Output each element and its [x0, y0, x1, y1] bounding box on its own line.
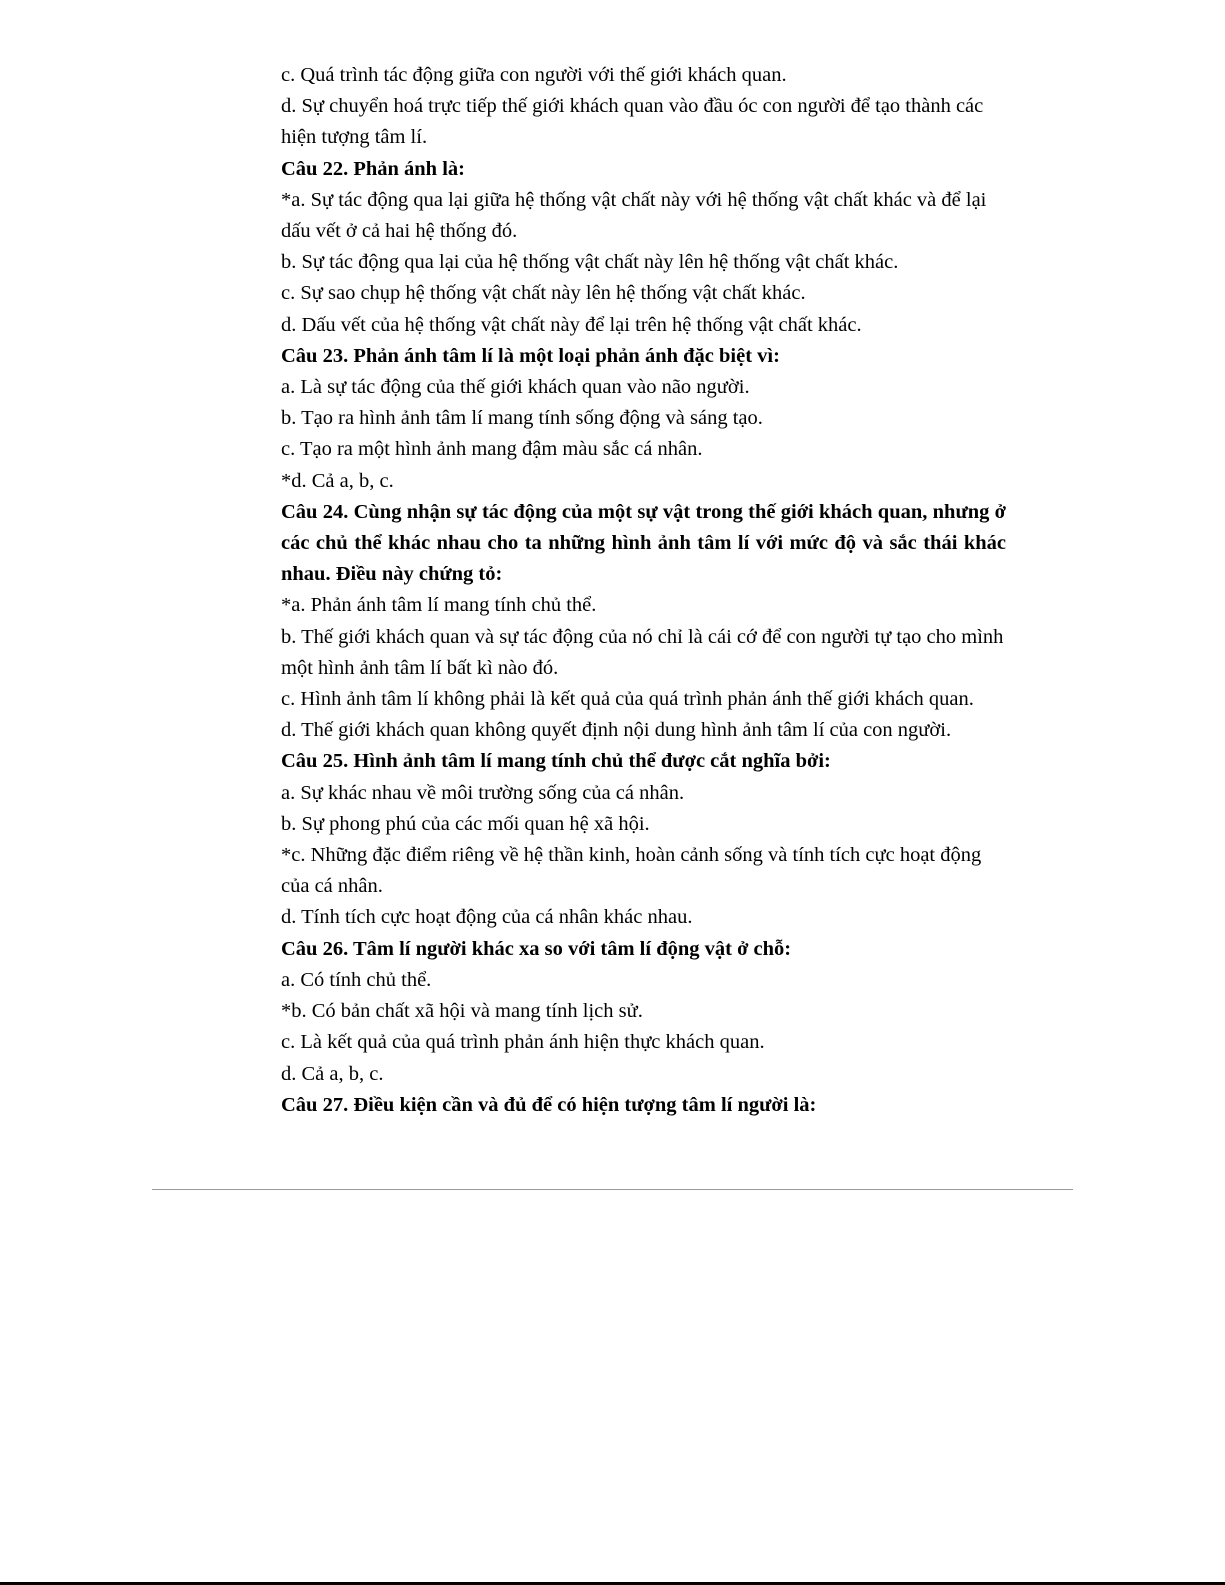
- question-heading-26: Câu 26. Tâm lí người khác xa so với tâm lí động vật ở chỗ:: [281, 937, 792, 960]
- answer-line: *a. Phản ánh tâm lí mang tính chủ thể.: [281, 594, 597, 617]
- answer-line: c. Sự sao chụp hệ thống vật chất này lên hệ thống vật chất khác.: [281, 282, 806, 305]
- question-heading-24: Câu 24. Cùng nhận sự tác động của một sự vật trong thế giới khách quan, nhưng ở các chủ thể khác nhau cho ta những hình ảnh tâm lí với mức độ và sắc thái khác nhau. Điều này chứng tỏ:: [281, 500, 1006, 586]
- answer-line: a. Là sự tác động của thế giới khách quan vào não người.: [281, 376, 750, 399]
- answer-line: c. Quá trình tác động giữa con người với thế giới khách quan.: [281, 64, 787, 86]
- answer-line: d. Sự chuyển hoá trực tiếp thế giới khách quan vào đầu óc con người để tạo thành các hiện tượng tâm lí.: [281, 95, 984, 149]
- answer-line: b. Tạo ra hình ảnh tâm lí mang tính sống động và sáng tạo.: [281, 407, 763, 430]
- answer-line: c. Hình ảnh tâm lí không phải là kết quả của quá trình phản ánh thế giới khách quan.: [281, 688, 974, 711]
- answer-line: *c. Những đặc điểm riêng về hệ thần kinh, hoàn cảnh sống và tính tích cực hoạt động của cá nhân.: [281, 844, 982, 898]
- answer-line: b. Sự tác động qua lại của hệ thống vật chất này lên hệ thống vật chất khác.: [281, 251, 899, 274]
- answer-line: *a. Sự tác động qua lại giữa hệ thống vật chất này với hệ thống vật chất khác và để lại dấu vết ở cả hai hệ thống đó.: [281, 188, 987, 243]
- answer-line: b. Sự phong phú của các mối quan hệ xã hội.: [281, 812, 650, 835]
- answer-line: d. Cả a, b, c.: [281, 1062, 384, 1085]
- question-heading-25: Câu 25. Hình ảnh tâm lí mang tính chủ thể được cắt nghĩa bởi:: [281, 750, 831, 773]
- question-heading-22: Câu 22. Phản ánh là:: [281, 157, 465, 180]
- document-page-text: [281, 60, 1006, 1121]
- answer-line: a. Có tính chủ thể.: [281, 968, 432, 991]
- answer-line: b. Thế giới khách quan và sự tác động của nó chỉ là cái cớ để con người tự tạo cho mình một hình ảnh tâm lí bất kì nào đó.: [281, 625, 1004, 679]
- answer-line: *d. Cả a, b, c.: [281, 469, 394, 492]
- answer-line: *b. Có bản chất xã hội và mang tính lịch sử.: [281, 1000, 643, 1023]
- question-heading-27: Câu 27. Điều kiện cần và đủ để có hiện tượng tâm lí người là:: [281, 1093, 817, 1116]
- answer-line: c. Tạo ra một hình ảnh mang đậm màu sắc cá nhân.: [281, 438, 703, 461]
- answer-line: d. Thế giới khách quan không quyết định nội dung hình ảnh tâm lí của con người.: [281, 719, 952, 742]
- answer-line: a. Sự khác nhau về môi trường sống của cá nhân.: [281, 781, 685, 804]
- question-heading-23: Câu 23. Phản ánh tâm lí là một loại phản ánh đặc biệt vì:: [281, 344, 780, 367]
- answer-line: d. Tính tích cực hoạt động của cá nhân khác nhau.: [281, 906, 693, 929]
- answer-line: c. Là kết quả của quá trình phản ánh hiện thực khách quan.: [281, 1031, 765, 1054]
- page-divider: [152, 1189, 1073, 1190]
- answer-line: d. Dấu vết của hệ thống vật chất này để lại trên hệ thống vật chất khác.: [281, 313, 862, 336]
